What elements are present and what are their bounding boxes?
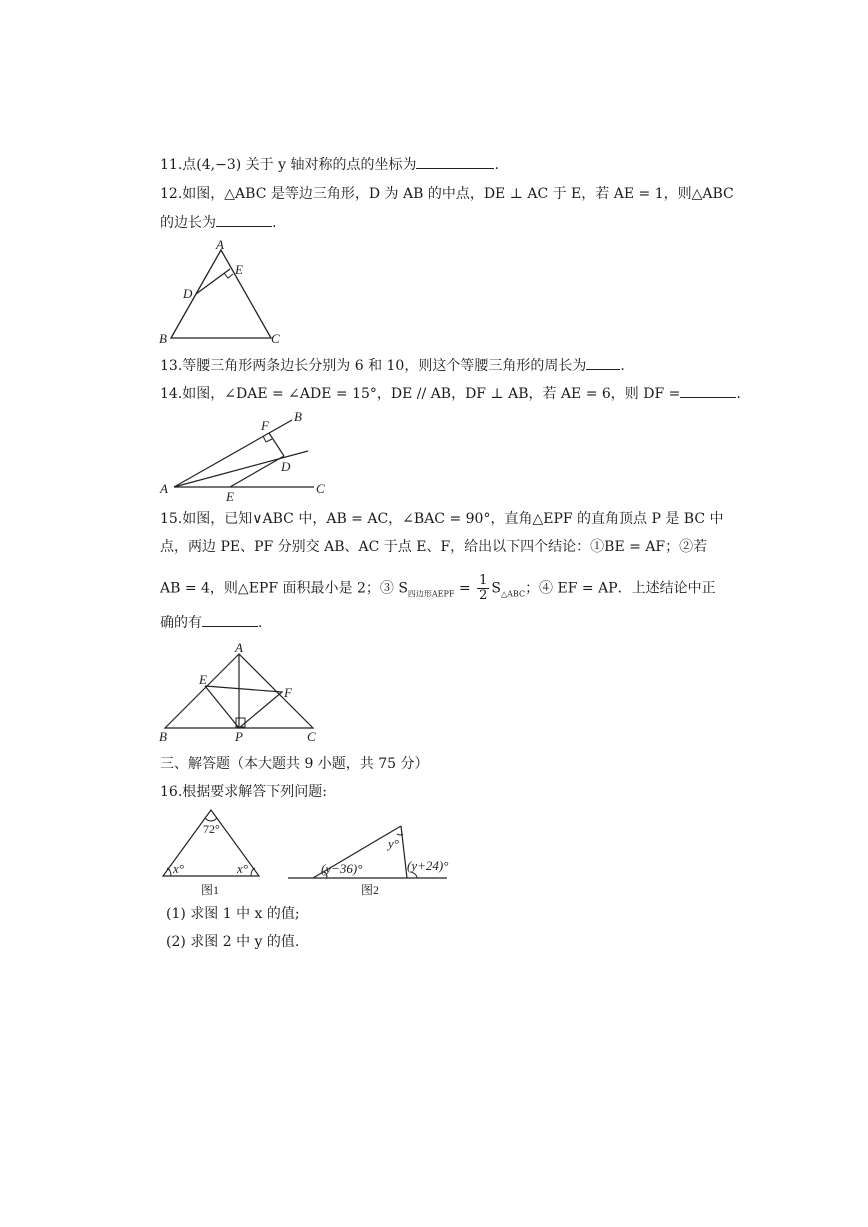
question-15-line4 xyxy=(160,612,262,633)
label-b: B xyxy=(159,729,167,744)
question-16-part2: (2) 求图 2 中 y 的值. xyxy=(166,934,300,950)
right-angle-mark xyxy=(263,436,272,442)
section-3-heading: 三、解答题（本大题共 9 小题，共 75 分） xyxy=(160,756,429,772)
triangle-epf xyxy=(205,686,282,728)
conclusion-text: ；④ EF = AP．上述结论中正 xyxy=(525,580,716,597)
label-b: B xyxy=(294,409,302,424)
period: . xyxy=(620,358,625,374)
question-11-text: 11.点(4,−3) 关于 y 轴对称的点的坐标为 xyxy=(160,157,417,173)
fig2-angle-right: (y+24)° xyxy=(407,858,449,873)
fraction-numerator: 1 xyxy=(479,573,488,588)
question-16: 16.根据要求解答下列问题: xyxy=(160,784,327,800)
period: . xyxy=(736,386,741,402)
conclusion-text: AB = 4，则△EPF 面积最小是 2；③ S xyxy=(160,580,408,597)
figure-q12-triangle xyxy=(155,238,285,348)
question-15-text: 确的有 xyxy=(160,615,202,631)
fig2-top-arc xyxy=(397,834,403,835)
question-12-line2 xyxy=(160,212,276,233)
label-e: E xyxy=(235,262,243,277)
fig2-angle-y: y° xyxy=(388,836,399,851)
question-12-line1: 12.如图，△ABC 是等边三角形，D 为 AB 的中点，DE ⊥ AC 于 E，若 AE = 1，则△ABC xyxy=(160,186,734,202)
segment-de xyxy=(196,269,230,294)
fig1-top-arc xyxy=(205,818,217,821)
subscript-quad: 四边形AEPF xyxy=(407,589,455,599)
label-d: D xyxy=(183,286,193,301)
label-f: F xyxy=(261,418,269,433)
fig1-angle-right: x° xyxy=(237,861,248,876)
label-a: A xyxy=(160,481,168,496)
label-c: C xyxy=(307,729,316,744)
label-b: B xyxy=(159,331,167,346)
ray-ab xyxy=(174,420,292,487)
subscript-triangle: △ABC xyxy=(500,589,526,599)
area-symbol: S xyxy=(491,580,501,597)
fraction xyxy=(477,574,489,603)
question-16-part1: (1) 求图 1 中 x 的值; xyxy=(166,906,300,922)
figure-q15 xyxy=(155,638,330,746)
label-a: A xyxy=(235,640,243,655)
answer-blank xyxy=(416,154,494,169)
fig1-angle-top: 72° xyxy=(203,822,220,836)
answer-blank xyxy=(680,383,736,398)
equals: = xyxy=(454,580,476,597)
question-13-text: 13.等腰三角形两条边长分别为 6 和 10，则这个等腰三角形的周长为 xyxy=(160,358,587,374)
period: . xyxy=(258,615,263,631)
label-e: E xyxy=(199,672,207,687)
fig2-caption: 图2 xyxy=(361,883,380,897)
answer-blank xyxy=(216,212,272,227)
question-14 xyxy=(160,383,741,404)
question-14-text: 14.如图，∠DAE = ∠ADE = 15°，DE // AB，DF ⊥ AB，若 AE = 6，则 DF = xyxy=(160,386,681,402)
segment-de xyxy=(230,456,284,487)
segment-df xyxy=(269,433,284,456)
label-e: E xyxy=(226,489,234,504)
figure-q16 xyxy=(155,802,455,902)
period: . xyxy=(272,215,277,231)
question-15-line3 xyxy=(160,574,716,604)
question-12-text: 的边长为 xyxy=(160,215,216,231)
figure-q14 xyxy=(158,405,333,505)
fraction-denominator: 2 xyxy=(479,588,488,603)
label-a: A xyxy=(216,238,224,252)
question-15-line2: 点，两边 PE、PF 分别交 AB、AC 于点 E、F，给出以下四个结论：①BE = AF；②若 xyxy=(160,539,708,555)
answer-blank xyxy=(202,612,258,627)
answer-blank xyxy=(586,355,620,370)
question-15-line1: 15.如图，已知∨ABC 中，AB = AC，∠BAC = 90°，直角△EPF 的直角顶点 P 是 BC 中 xyxy=(160,511,724,527)
label-c: C xyxy=(271,331,280,346)
period: . xyxy=(494,157,499,173)
label-f: F xyxy=(284,685,292,700)
label-c: C xyxy=(316,481,325,496)
question-13 xyxy=(160,355,625,376)
label-p: P xyxy=(235,729,243,744)
label-d: D xyxy=(281,459,291,474)
right-angle-mark xyxy=(224,273,233,278)
fig2-angle-left: (y−36)° xyxy=(321,861,363,876)
fig1-caption: 图1 xyxy=(201,883,220,897)
question-11 xyxy=(160,154,499,175)
fig1-angle-left: x° xyxy=(173,861,184,876)
